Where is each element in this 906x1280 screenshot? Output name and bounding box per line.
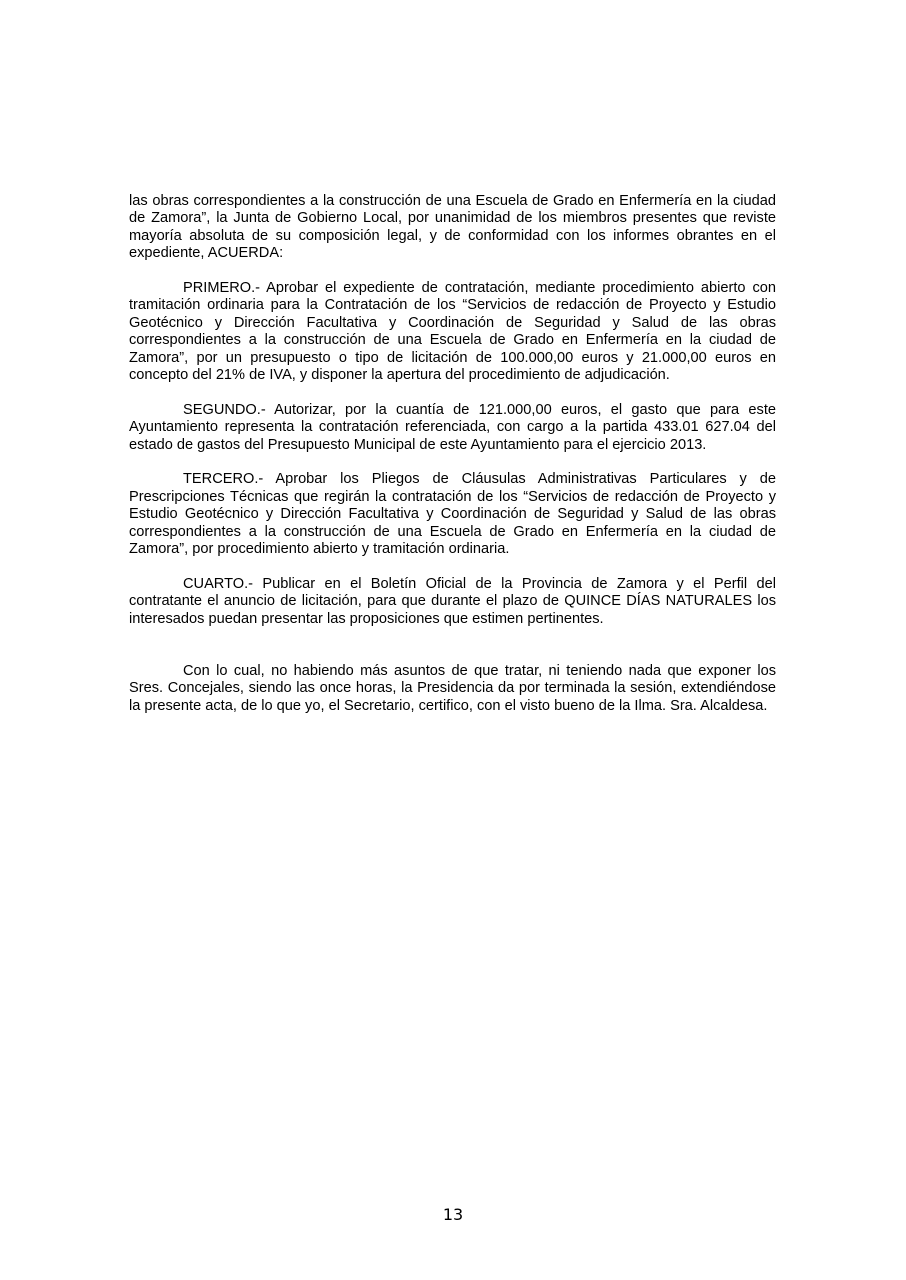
tercero-paragraph: TERCERO.- Aprobar los Pliegos de Cláusulas Administrativas Particulares y de Prescripciones Técnicas que regirán la contratación de los “Servicios de redacción de Proyecto y Estudio Geotécnico y Dirección Facultativa y Coordinación de Seguridad y Salud de las obras correspondientes a la construcción de una Escuela de Grado en Enfermería en la ciudad de Zamora”, por procedimiento abierto y tramitación ordinaria. <box>129 471 776 558</box>
page-number: 13 <box>442 1205 464 1224</box>
closing-paragraph: Con lo cual, no habiendo más asuntos de que tratar, ni teniendo nada que exponer los Sres. Concejales, siendo las once horas, la Presidencia da por terminada la sesión, extendiéndose la presente acta, de lo que yo, el Secretario, certifico, con el visto bueno de la Ilma. Sra. Alcaldesa. <box>129 662 776 714</box>
intro-paragraph: las obras correspondientes a la construcción de una Escuela de Grado en Enfermería en la ciudad de Zamora”, la Junta de Gobierno Local, por unanimidad de los miembros presentes que reviste mayoría absoluta de su composición legal, y de conformidad con los informes obrantes en el expediente, ACUERDA: <box>129 193 776 262</box>
document-body <box>129 193 776 733</box>
primero-paragraph: PRIMERO.- Aprobar el expediente de contratación, mediante procedimiento abierto con tramitación ordinaria para la Contratación de los “Servicios de redacción de Proyecto y Estudio Geotécnico y Dirección Facultativa y Coordinación de Seguridad y Salud de las obras correspondientes a la construcción de una Escuela de Grado en Enfermería en la ciudad de Zamora”, por un presupuesto o tipo de licitación de 100.000,00 euros y 21.000,00 euros en concepto del 21% de IVA, y disponer la apertura del procedimiento de adjudicación. <box>129 280 776 384</box>
cuarto-paragraph: CUARTO.- Publicar en el Boletín Oficial de la Provincia de Zamora y el Perfil del contratante el anuncio de licitación, para que durante el plazo de QUINCE DÍAS NATURALES los interesados puedan presentar las proposiciones que estimen pertinentes. <box>129 575 776 627</box>
segundo-paragraph: SEGUNDO.- Autorizar, por la cuantía de 121.000,00 euros, el gasto que para este Ayuntamiento representa la contratación referenciada, con cargo a la partida 433.01 627.04 del estado de gastos del Presupuesto Municipal de este Ayuntamiento para el ejercicio 2013. <box>129 401 776 453</box>
